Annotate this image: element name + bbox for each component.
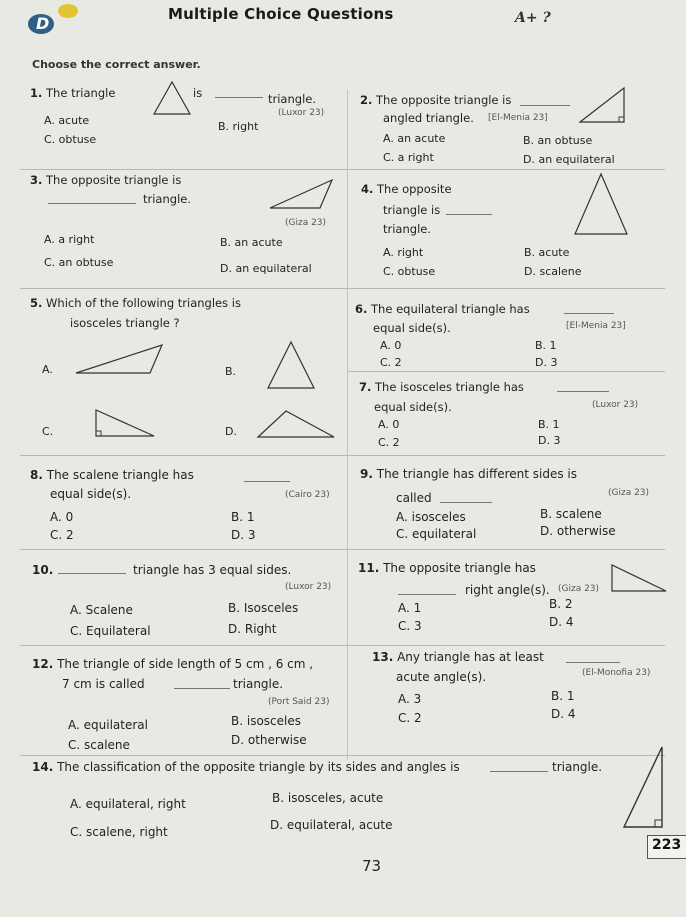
q12 bbox=[32, 657, 313, 671]
q3-triangle bbox=[268, 178, 334, 210]
instruction: Choose the correct answer. bbox=[32, 58, 201, 71]
q12-option-c[interactable]: C. scalene bbox=[68, 738, 130, 752]
q4-blank bbox=[446, 214, 492, 215]
q12-option-a[interactable]: A. equilateral bbox=[68, 718, 148, 732]
q2-source: [El-Menia 23] bbox=[488, 113, 548, 123]
q8 bbox=[30, 468, 194, 482]
q12-blank bbox=[174, 688, 230, 689]
q5 bbox=[30, 296, 241, 310]
q2-text-a: The opposite triangle is bbox=[376, 93, 512, 107]
divider-3a bbox=[348, 371, 665, 372]
q11-text-b: right angle(s). bbox=[465, 583, 550, 597]
q8-text-b: equal side(s). bbox=[50, 487, 132, 501]
q1-source: (Luxor 23) bbox=[278, 108, 325, 118]
q8-text-a: The scalene triangle has bbox=[46, 468, 194, 482]
q9-option-b[interactable]: B. scalene bbox=[540, 507, 602, 521]
q8-option-d[interactable]: D. 3 bbox=[231, 528, 256, 542]
center-divider bbox=[347, 90, 348, 760]
q5-text-a: Which of the following triangles is bbox=[46, 296, 241, 310]
divider-6 bbox=[20, 645, 665, 646]
q9-text-b: called bbox=[396, 491, 432, 505]
q13-option-d[interactable]: D. 4 bbox=[551, 707, 576, 721]
q4-text-b: triangle is bbox=[383, 203, 441, 217]
q13-option-a[interactable]: A. 3 bbox=[398, 692, 422, 706]
divider-5 bbox=[20, 549, 665, 550]
q12-text-a: The triangle of side length of 5 cm , 6 cm , bbox=[57, 657, 314, 671]
q7-option-a[interactable]: A. 0 bbox=[378, 418, 400, 431]
q13-number: 13. bbox=[372, 650, 394, 664]
q6-option-b[interactable]: B. 1 bbox=[535, 339, 557, 352]
q14-text-b: triangle. bbox=[552, 760, 603, 774]
q3-number: 3. bbox=[30, 173, 43, 187]
q5-option-b[interactable]: B. bbox=[225, 365, 237, 378]
q5-triangle-a bbox=[74, 343, 164, 375]
divider-4 bbox=[20, 455, 665, 456]
q4-text-a: The opposite bbox=[377, 182, 452, 196]
q4-option-d[interactable]: D. scalene bbox=[524, 265, 582, 278]
q4-number: 4. bbox=[361, 182, 374, 196]
divider-1 bbox=[20, 169, 665, 170]
q14-blank bbox=[490, 771, 548, 772]
q3-text-b: triangle. bbox=[143, 192, 191, 206]
q8-option-a[interactable]: A. 0 bbox=[50, 510, 74, 524]
q13-text-a: Any triangle has at least bbox=[397, 650, 544, 664]
q9-source: (Giza 23) bbox=[608, 488, 650, 498]
q7-option-d[interactable]: D. 3 bbox=[538, 434, 561, 447]
q10-option-b[interactable]: B. Isosceles bbox=[228, 601, 299, 615]
q4-option-a[interactable]: A. right bbox=[383, 246, 424, 259]
q4-option-c[interactable]: C. obtuse bbox=[383, 265, 436, 278]
q8-number: 8. bbox=[30, 468, 43, 482]
q13-blank bbox=[566, 662, 620, 663]
q14-option-c[interactable]: C. scalene, right bbox=[70, 825, 168, 839]
q8-option-b[interactable]: B. 1 bbox=[231, 510, 255, 524]
q7-text-b: equal side(s). bbox=[374, 400, 452, 414]
q12-number: 12. bbox=[32, 657, 54, 671]
q8-source: (Cairo 23) bbox=[285, 490, 330, 500]
q2-text-b: angled triangle. bbox=[383, 111, 474, 125]
q12-text-c: triangle. bbox=[233, 677, 284, 691]
q3 bbox=[30, 173, 181, 187]
q1-text-a: The triangle bbox=[46, 86, 116, 100]
q6-option-a[interactable]: A. 0 bbox=[380, 339, 402, 352]
q8-option-c[interactable]: C. 2 bbox=[50, 528, 74, 542]
q6-option-d[interactable]: D. 3 bbox=[535, 356, 558, 369]
q5-triangle-d bbox=[256, 409, 336, 439]
q7-blank bbox=[557, 391, 609, 392]
handwritten-mark: A+ ? bbox=[515, 10, 551, 26]
q9-number: 9. bbox=[360, 467, 373, 481]
q11-text-a: The opposite triangle has bbox=[383, 561, 536, 575]
q11-number: 11. bbox=[358, 561, 380, 575]
q8-blank bbox=[244, 481, 290, 482]
header-badge-yellow bbox=[58, 4, 78, 18]
page-number: 73 bbox=[362, 857, 382, 875]
q9 bbox=[360, 467, 577, 481]
q9-text-a: The triangle has different sides is bbox=[376, 467, 578, 481]
q13 bbox=[372, 650, 544, 664]
q11-option-c[interactable]: C. 3 bbox=[398, 619, 422, 633]
q6-blank bbox=[564, 313, 614, 314]
q10-option-d[interactable]: D. Right bbox=[228, 622, 277, 636]
q4-triangle bbox=[573, 172, 629, 238]
q10-source: (Luxor 23) bbox=[285, 582, 332, 592]
q3-option-d[interactable]: D. an equilateral bbox=[220, 262, 312, 275]
q4 bbox=[361, 182, 452, 196]
q9-option-c[interactable]: C. equilateral bbox=[396, 527, 477, 541]
q6-text-a: The equilateral triangle has bbox=[371, 302, 530, 316]
q14-option-a[interactable]: A. equilateral, right bbox=[70, 797, 186, 811]
q1-text-b: is bbox=[193, 86, 203, 100]
q14 bbox=[32, 760, 460, 774]
q1-blank bbox=[215, 97, 263, 98]
q9-option-d[interactable]: D. otherwise bbox=[540, 524, 616, 538]
q7-option-b[interactable]: B. 1 bbox=[538, 418, 560, 431]
q1 bbox=[30, 86, 115, 100]
q10-blank bbox=[58, 573, 126, 574]
q2-blank bbox=[520, 105, 570, 106]
header-title: Multiple Choice Questions bbox=[168, 5, 394, 23]
q5-triangle-b bbox=[266, 340, 316, 390]
divider-2 bbox=[20, 288, 665, 289]
q12-option-b[interactable]: B. isosceles bbox=[231, 714, 301, 728]
q11-option-a[interactable]: A. 1 bbox=[398, 601, 422, 615]
q1-triangle bbox=[152, 80, 192, 116]
q11-source: (Giza 23) bbox=[558, 584, 600, 594]
q13-source: (El-Monofia 23) bbox=[582, 668, 651, 678]
q14-option-d[interactable]: D. equilateral, acute bbox=[270, 818, 393, 832]
q10-text-a: triangle has 3 equal sides. bbox=[133, 563, 292, 577]
q2-option-b[interactable]: B. an obtuse bbox=[523, 134, 593, 147]
q12-option-d[interactable]: D. otherwise bbox=[231, 733, 307, 747]
q4-option-b[interactable]: B. acute bbox=[524, 246, 570, 259]
q5-option-c[interactable]: C. bbox=[42, 425, 54, 438]
q6 bbox=[355, 302, 530, 316]
q7-source: (Luxor 23) bbox=[592, 400, 639, 410]
q5-option-a[interactable]: A. bbox=[42, 363, 53, 376]
q3-option-b[interactable]: B. an acute bbox=[220, 236, 283, 249]
q13-text-b: acute angle(s). bbox=[396, 670, 487, 684]
q5-text-b: isosceles triangle ? bbox=[70, 316, 180, 330]
q14-option-b[interactable]: B. isosceles, acute bbox=[272, 791, 384, 805]
q1-text-c: triangle. bbox=[268, 92, 316, 106]
q9-blank bbox=[440, 502, 492, 503]
q2 bbox=[360, 93, 511, 107]
q4-text-c: triangle. bbox=[383, 222, 431, 236]
page-stamp-text: 223 bbox=[652, 837, 682, 853]
q6-option-c[interactable]: C. 2 bbox=[380, 356, 402, 369]
q6-text-b: equal side(s). bbox=[373, 321, 451, 335]
q2-triangle bbox=[578, 86, 628, 124]
q7-text-a: The isosceles triangle has bbox=[375, 380, 524, 394]
q3-blank bbox=[48, 203, 136, 204]
q2-option-a[interactable]: A. an acute bbox=[383, 132, 446, 145]
q10-option-a[interactable]: A. Scalene bbox=[70, 603, 133, 617]
q14-triangle bbox=[622, 745, 668, 831]
q7-number: 7. bbox=[359, 380, 372, 394]
q2-option-c[interactable]: C. a right bbox=[383, 151, 434, 164]
q10 bbox=[32, 563, 53, 577]
q7 bbox=[359, 380, 524, 394]
q5-number: 5. bbox=[30, 296, 43, 310]
q3-option-a[interactable]: A. a right bbox=[44, 233, 95, 246]
q9-option-a[interactable]: A. isosceles bbox=[396, 510, 466, 524]
q11-triangle bbox=[610, 563, 668, 593]
q11 bbox=[358, 561, 536, 575]
q5-option-d[interactable]: D. bbox=[225, 425, 237, 438]
q3-text-a: The opposite triangle is bbox=[46, 173, 182, 187]
q13-option-c[interactable]: C. 2 bbox=[398, 711, 422, 725]
q7-option-c[interactable]: C. 2 bbox=[378, 436, 400, 449]
q12-text-b: 7 cm is called bbox=[62, 677, 145, 691]
q1-option-b[interactable]: B. right bbox=[218, 120, 259, 133]
q10-number: 10. bbox=[32, 563, 54, 577]
q3-option-c[interactable]: C. an obtuse bbox=[44, 256, 114, 269]
q14-text-a: The classification of the opposite triangle by its sides and angles is bbox=[57, 760, 460, 774]
q6-number: 6. bbox=[355, 302, 368, 316]
q11-blank bbox=[398, 594, 456, 595]
q12-source: (Port Said 23) bbox=[268, 697, 330, 707]
q1-option-a[interactable]: A. acute bbox=[44, 114, 90, 127]
divider-7 bbox=[20, 755, 665, 756]
q5-triangle-c bbox=[94, 408, 156, 438]
q2-number: 2. bbox=[360, 93, 373, 107]
q2-option-d[interactable]: D. an equilateral bbox=[523, 153, 615, 166]
q11-option-b[interactable]: B. 2 bbox=[549, 597, 573, 611]
q1-number: 1. bbox=[30, 86, 43, 100]
q11-option-d[interactable]: D. 4 bbox=[549, 615, 574, 629]
q3-source: (Giza 23) bbox=[285, 218, 327, 228]
q6-source: [El-Menia 23] bbox=[566, 321, 626, 331]
q14-number: 14. bbox=[32, 760, 54, 774]
q1-option-c[interactable]: C. obtuse bbox=[44, 133, 97, 146]
header-badge-letter: D bbox=[36, 14, 50, 33]
q13-option-b[interactable]: B. 1 bbox=[551, 689, 575, 703]
q10-option-c[interactable]: C. Equilateral bbox=[70, 624, 151, 638]
